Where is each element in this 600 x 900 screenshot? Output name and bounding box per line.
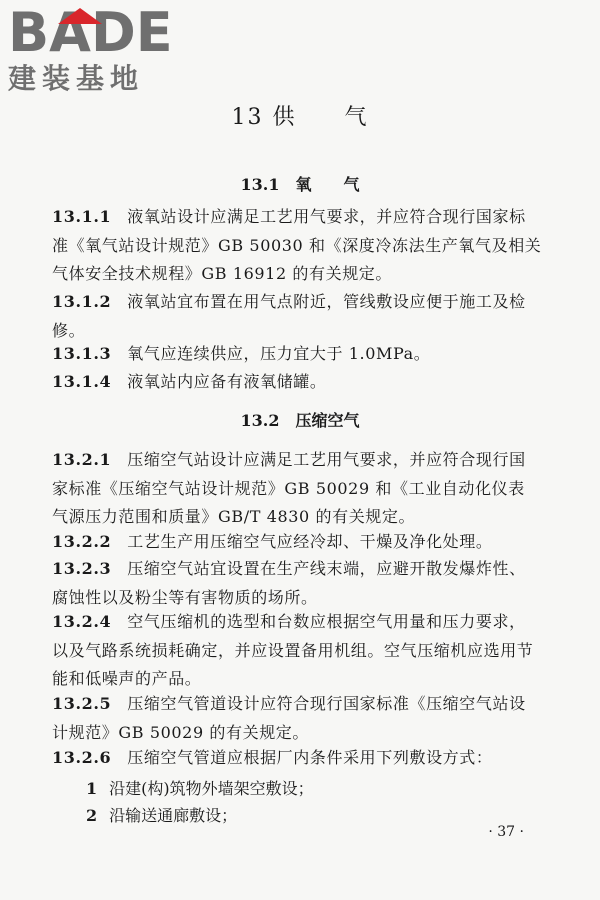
clause-text: 液氧站宜布置在用气点附近，管线敷设应便于施工及检修。 xyxy=(52,292,526,340)
clause-number: 13.2.5 xyxy=(52,694,112,713)
clause-number: 13.1.4 xyxy=(52,372,112,391)
section-title-13-2: 13.2 压缩空气 xyxy=(240,411,360,430)
clause-13-1-4 xyxy=(52,368,542,397)
clause-number: 13.2.6 xyxy=(52,748,112,767)
clause-number: 13.2.3 xyxy=(52,559,112,578)
list-item-text: 沿输送通廊敷设； xyxy=(109,806,238,825)
clause-number: 13.2.1 xyxy=(52,450,112,469)
chapter-title: 13 供 气 xyxy=(231,105,369,130)
logo-subtitle: 建装基地 xyxy=(8,62,145,95)
list-item-number: 2 xyxy=(86,806,98,825)
list-item-text: 沿建(构)筑物外墙架空敷设； xyxy=(109,779,314,798)
clause-number: 13.1.2 xyxy=(52,292,112,311)
logo-main-text: BADE xyxy=(8,1,173,64)
clause-13-2-2 xyxy=(52,528,542,557)
list-item xyxy=(86,803,237,826)
page-number: · 37 · xyxy=(488,824,524,840)
list-item xyxy=(86,776,314,799)
clause-13-2-5 xyxy=(52,690,542,747)
list-item-number: 1 xyxy=(86,779,98,798)
clause-number: 13.2.2 xyxy=(52,532,112,551)
section-title-13-1: 13.1 氧 气 xyxy=(240,175,360,194)
clause-text: 压缩空气管道设计应符合现行国家标准《压缩空气站设计规范》GB 50029 的有关规定。 xyxy=(52,694,526,742)
clause-13-2-6 xyxy=(52,744,542,773)
logo-roof-icon xyxy=(58,8,102,24)
clause-13-1-1 xyxy=(52,203,542,289)
clause-13-1-2 xyxy=(52,288,542,345)
clause-number: 13.1.1 xyxy=(52,207,112,226)
clause-text: 压缩空气站宜设置在生产线末端，应避开散发爆炸性、腐蚀性以及粉尘等有害物质的场所。 xyxy=(52,559,526,607)
logo-wordmark xyxy=(8,1,178,64)
clause-13-2-3 xyxy=(52,555,542,612)
clause-text: 氧气应连续供应，压力宜大于 1.0MPa。 xyxy=(127,344,431,363)
clause-13-2-4 xyxy=(52,608,542,694)
clause-text: 空气压缩机的选型和台数应根据空气用量和压力要求，以及气路系统损耗确定，并应设置备用机组。空气压缩机应选用节能和低噪声的产品。 xyxy=(52,612,534,688)
clause-text: 压缩空气站设计应满足工艺用气要求，并应符合现行国家标准《压缩空气站设计规范》GB 50029 和《工业自动化仪表 气源压力范围和质量》GB/T 4830 的有关规定。 xyxy=(52,450,542,526)
clause-number: 13.2.4 xyxy=(52,612,112,631)
clause-text: 压缩空气管道应根据厂内条件采用下列敷设方式： xyxy=(127,748,493,767)
bade-logo xyxy=(8,1,178,95)
clause-text: 液氧站设计应满足工艺用气要求，并应符合现行国家标准《氧气站设计规范》GB 50030 和《深度冷冻法生产氧气及相关气体安全技术规程》GB 16912 的有关规定。 xyxy=(52,207,542,283)
clause-13-2-1 xyxy=(52,446,542,532)
clause-text: 工艺生产用压缩空气应经冷却、干燥及净化处理。 xyxy=(127,532,493,551)
clause-text: 液氧站内应备有液氧储罐。 xyxy=(127,372,327,391)
clause-13-1-3 xyxy=(52,340,542,369)
clause-number: 13.1.3 xyxy=(52,344,112,363)
